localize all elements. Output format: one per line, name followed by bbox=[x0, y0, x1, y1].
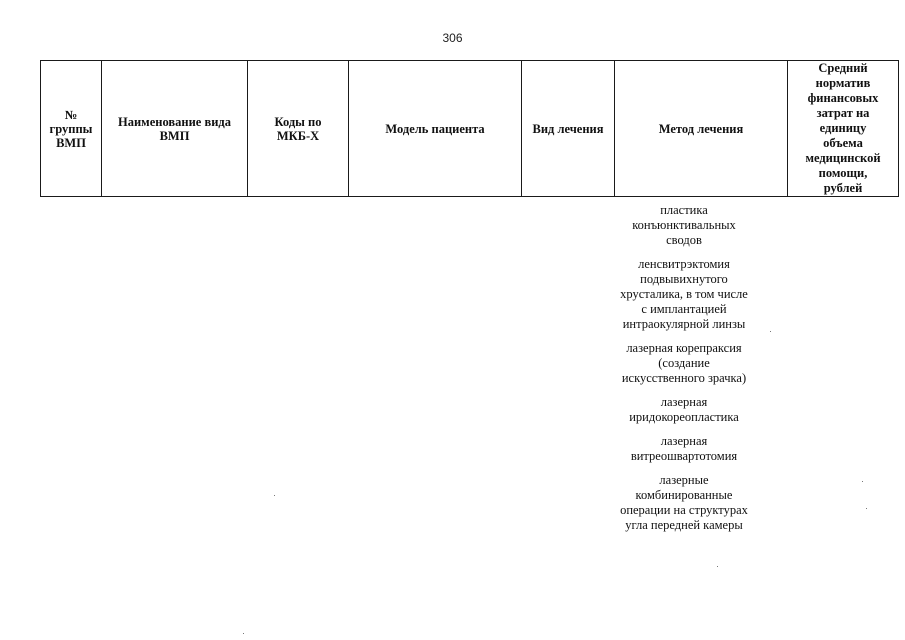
method-item: лазерная витреошвартотомия bbox=[630, 434, 738, 463]
method-item: лазерная корепраксия (создание искусственного зрачка) bbox=[621, 341, 747, 385]
header-treatment-method: Метод лечения bbox=[615, 61, 788, 197]
header-name: Наименование вида ВМП bbox=[102, 61, 248, 197]
header-cost: Средний норматив финансовых затрат на единицу объема медицинской помощи, рублей bbox=[788, 61, 899, 197]
method-item: пластика конъюнктивальных сводов bbox=[632, 203, 736, 247]
header-patient-model: Модель пациента bbox=[349, 61, 522, 197]
header-codes: Коды по МКБ-Х bbox=[248, 61, 349, 197]
scan-speck bbox=[243, 633, 244, 634]
header-group-no: № группы ВМП bbox=[41, 61, 102, 197]
method-item: лазерные комбинированные операции на структурах угла передней камеры bbox=[620, 473, 748, 532]
scan-speck bbox=[717, 566, 718, 567]
table-header bbox=[40, 60, 899, 197]
scan-speck bbox=[274, 495, 275, 496]
scan-speck bbox=[862, 481, 863, 482]
method-item: лазерная иридокореопластика bbox=[629, 395, 739, 424]
method-item: ленсвитрэктомия подвывихнутого хрусталика, в том числе с имплантацией интраокулярной линзы bbox=[620, 257, 748, 331]
page-number: 306 bbox=[442, 31, 463, 45]
scan-speck bbox=[866, 508, 867, 509]
treatment-methods-list bbox=[604, 203, 764, 542]
table-header-row bbox=[41, 61, 899, 197]
scan-speck bbox=[770, 331, 771, 332]
header-treatment-type: Вид лечения bbox=[522, 61, 615, 197]
